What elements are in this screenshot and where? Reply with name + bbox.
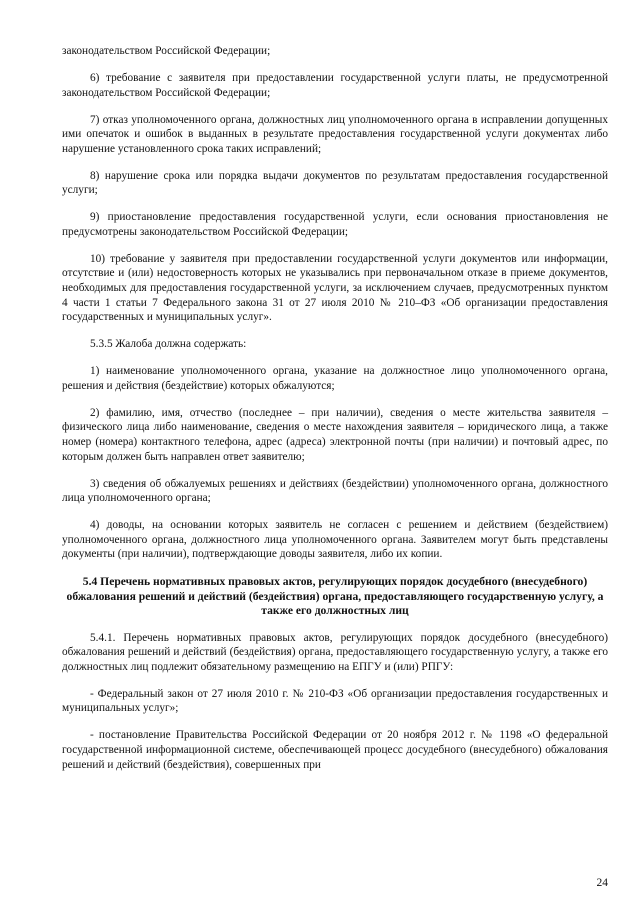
document-page (62, 44, 608, 785)
paragraph-continuation: законодательством Российской Федерации; (62, 45, 271, 57)
paragraph-complaint-item-3: 3) сведения об обжалуемых решениях и действиях (бездействии) уполномоченного органа, должностного лица уполномоченного органа; (62, 477, 608, 505)
paragraph-item-10: 10) требование у заявителя при предоставлении государственной услуги документов или информации, отсутствие и (или) недостоверность которых не указывались при первоначальном отказе в приеме документов, необходимых для предоставления государственной услуги, за исключением случаев, предусмотренных пунктом 4 части 1 статьи 7 Федерального закона 31 от 27 июля 2010 № 210–ФЗ «Об организации предоставления государственных и муниципальных услуг». (62, 252, 608, 324)
page-number: 24 (596, 877, 608, 889)
paragraph-item-8: 8) нарушение срока или порядка выдачи документов по результатам предоставления государственной услуги; (62, 169, 608, 197)
paragraph-complaint-item-2: 2) фамилию, имя, отчество (последнее – при наличии), сведения о месте жительства заявителя – физического лица либо наименование, сведения о месте нахождения заявителя – юридического лица, а также номер (номера) контактного телефона, адрес (адреса) электронной почты (при наличии) и почтовый адрес, по которым должен быть направлен ответ заявителю; (62, 406, 608, 463)
section-heading-5-4: 5.4 Перечень нормативных правовых актов, регулирующих порядок досудебного (внесудебного) обжалования решений и действий (бездействия) органа, предоставляющего государственную услугу, а также его должностных лиц (66, 574, 604, 618)
paragraph-government-decree: - постановление Правительства Российской Федерации от 20 ноября 2012 г. № 1198 «О федеральной государственной информационной системе, обеспечивающей процесс досудебного (внесудебного) обжалования решений и действий (бездействия), совершенных при (62, 729, 608, 771)
paragraph-complaint-item-4: 4) доводы, на основании которых заявитель не согласен с решением и действием (бездействием) уполномоченного органа, должностного лица уполномоченного органа. Заявителем могут быть представлены документы (при наличии), подтверждающие доводы заявителя, либо их копии. (62, 519, 608, 561)
paragraph-5-4-1: 5.4.1. Перечень нормативных правовых актов, регулирующих порядок досудебного (внесудебного) обжалования решений и действий (бездействия) органа, предоставляющего государственную услугу, а также его должностных лиц подлежит обязательному размещению на ЕПГУ и (или) РПГУ: (62, 631, 608, 673)
paragraph-federal-law: - Федеральный закон от 27 июля 2010 г. № 210-ФЗ «Об организации предоставления государственных и муниципальных услуг»; (62, 687, 608, 715)
paragraph-item-9: 9) приостановление предоставления государственной услуги, если основания приостановления не предусмотрены законодательством Российской Федерации; (62, 211, 608, 238)
paragraph-5-3-5: 5.3.5 Жалоба должна содержать: (90, 338, 247, 351)
paragraph-item-7: 7) отказ уполномоченного органа, должностных лиц уполномоченного органа в исправлении допущенных ими опечаток и ошибок в выданных в результате предоставления государственной услуги документах либо нарушение установленного срока таких исправлений; (62, 113, 608, 155)
paragraph-complaint-item-1: 1) наименование уполномоченного органа, указание на должностное лицо уполномоченного органа, решения и действия (бездействие) которых обжалуются; (62, 365, 608, 392)
paragraph-item-6: 6) требование с заявителя при предоставлении государственной услуги платы, не предусмотренной законодательством Российской Федерации; (62, 71, 608, 99)
